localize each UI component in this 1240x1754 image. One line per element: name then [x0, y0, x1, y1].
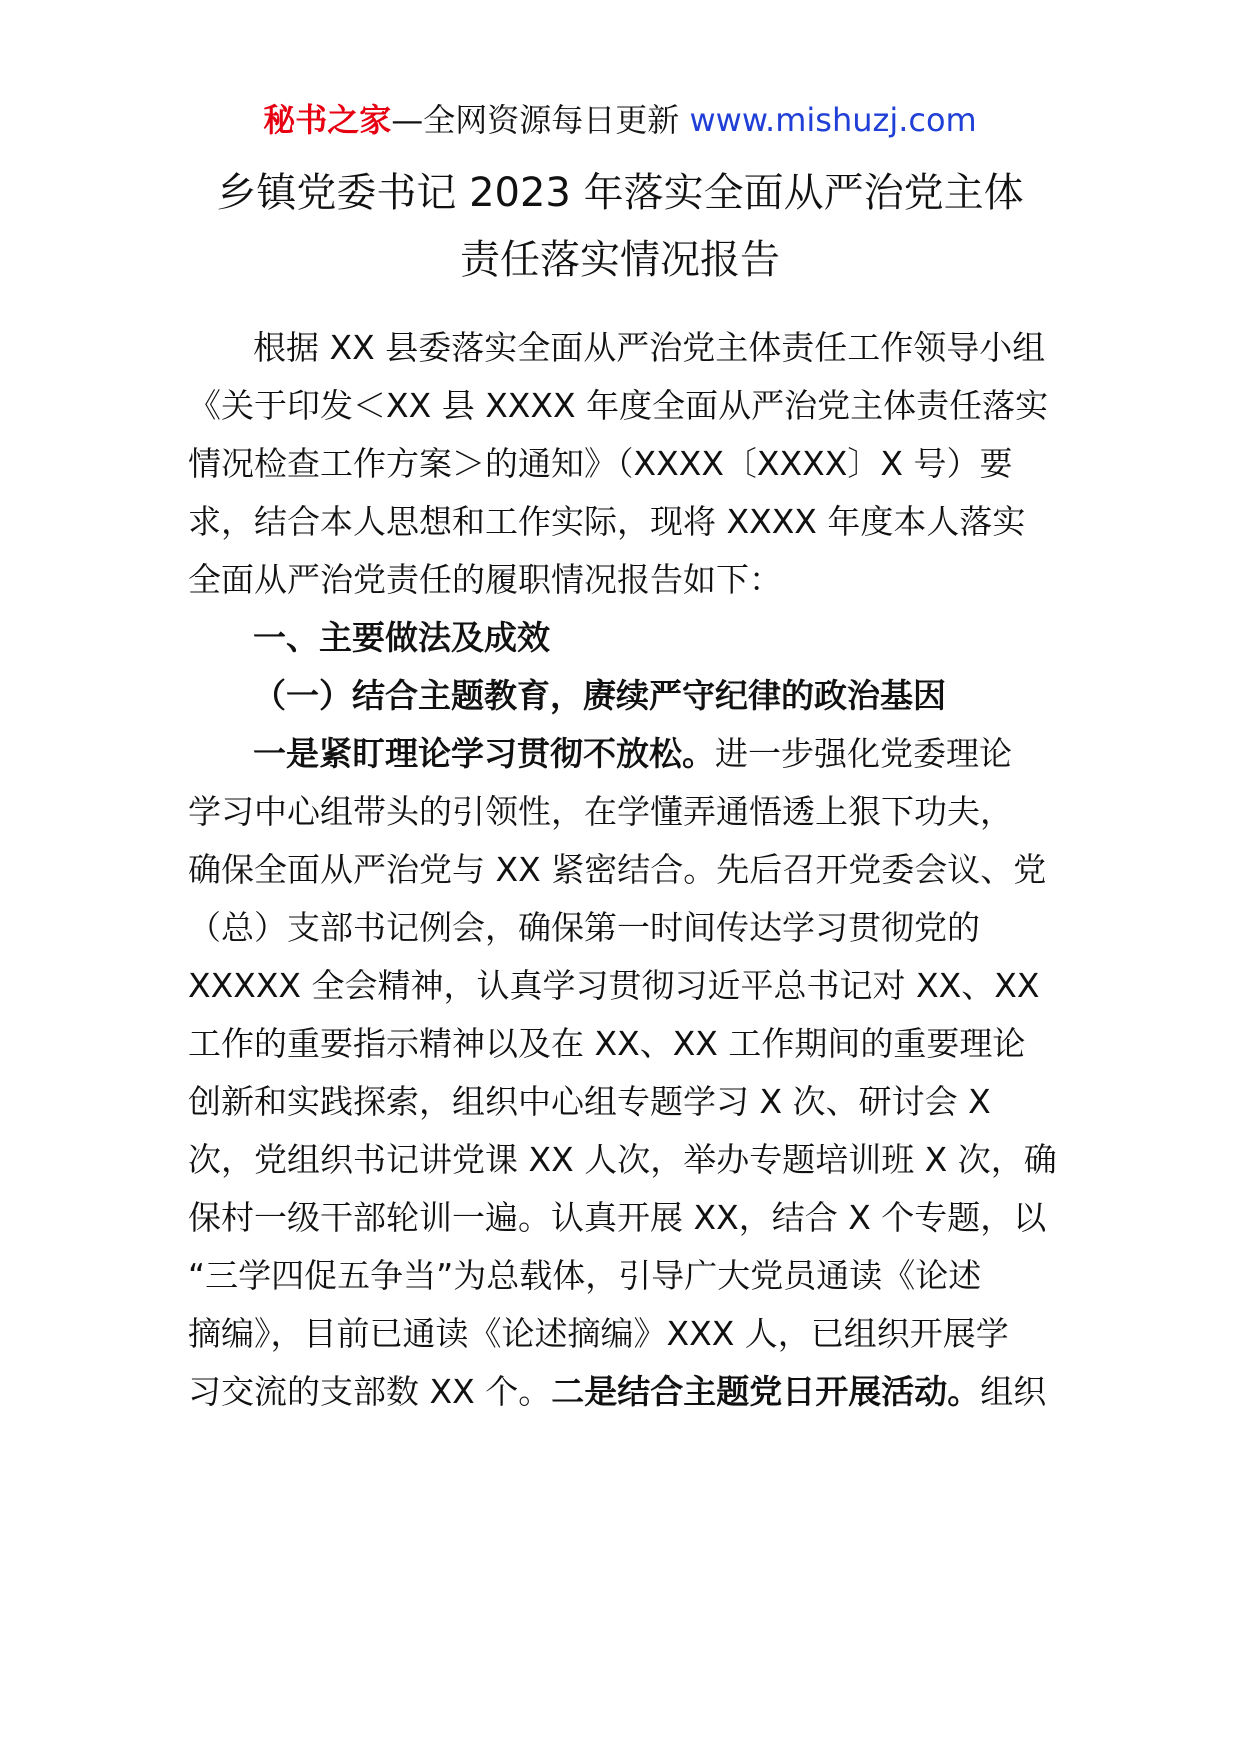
paragraph-line: 根据 XX 县委落实全面从严治党主体责任工作领导小组: [253, 328, 1046, 367]
paragraph-text: 组织: [980, 1372, 1047, 1411]
paragraph-line: [188, 1370, 1058, 1414]
paragraph-line: 情况检查工作方案＞的通知》（XXXX〔XXXX〕X 号）要: [188, 444, 1013, 483]
paragraph-line: 确保全面从严治党与 XX 紧密结合。先后召开党委会议、党: [188, 850, 1047, 889]
paragraph-text: 习交流的支部数 XX 个。: [188, 1372, 552, 1411]
paragraph-line: （总）支部书记例会，确保第一时间传达学习贯彻党的: [188, 908, 980, 947]
paragraph-line: 全面从严治党责任的履职情况报告如下：: [188, 560, 782, 599]
paragraph-line: 求，结合本人思想和工作实际，现将 XXXX 年度本人落实: [188, 502, 1026, 541]
section-heading: 一、主要做法及成效: [253, 618, 550, 657]
paragraph-line: [253, 732, 1058, 776]
paragraph-text: 进一步强化党委理论: [715, 734, 1012, 773]
paragraph-line: 《关于印发＜XX 县 XXXX 年度全面从严治党主体责任落实: [188, 386, 1049, 425]
paragraph-line: 学习中心组带头的引领性，在学懂弄通悟透上狠下功夫，: [188, 792, 1013, 831]
paragraph-line: 保村一级干部轮训一遍。认真开展 XX，结合 X 个专题，以: [188, 1198, 1047, 1237]
paragraph-line: XXXXX 全会精神，认真学习贯彻习近平总书记对 XX、XX: [188, 966, 1040, 1005]
document-title-line-2: 责任落实情况报告: [460, 237, 780, 283]
site-url[interactable]: www.mishuzj.com: [689, 101, 977, 139]
paragraph-line: 工作的重要指示精神以及在 XX、XX 工作期间的重要理论: [188, 1024, 1026, 1063]
paragraph-line: “三学四促五争当”为总载体，引导广大党员通读《论述: [188, 1256, 982, 1295]
paragraph-line: 次，党组织书记讲党课 XX 人次，举办专题培训班 X 次，确: [188, 1140, 1057, 1179]
paragraph-lead: 一是紧盯理论学习贯彻不放松。: [253, 734, 715, 773]
paragraph-line: 摘编》，目前已通读《论述摘编》XXX 人，已组织开展学: [188, 1314, 1009, 1353]
header-tagline: —全网资源每日更新: [391, 101, 690, 139]
document-title-line-1: 乡镇党委书记 2023 年落实全面从严治党主体: [216, 170, 1024, 216]
brand-name: 秘书之家: [263, 101, 392, 139]
subsection-heading: （一）结合主题教育，赓续严守纪律的政治基因: [253, 676, 946, 715]
paragraph-lead: 二是结合主题党日开展活动。: [551, 1372, 981, 1411]
paragraph-line: 创新和实践探索，组织中心组专题学习 X 次、研讨会 X: [188, 1082, 991, 1121]
site-header: [0, 98, 1240, 142]
